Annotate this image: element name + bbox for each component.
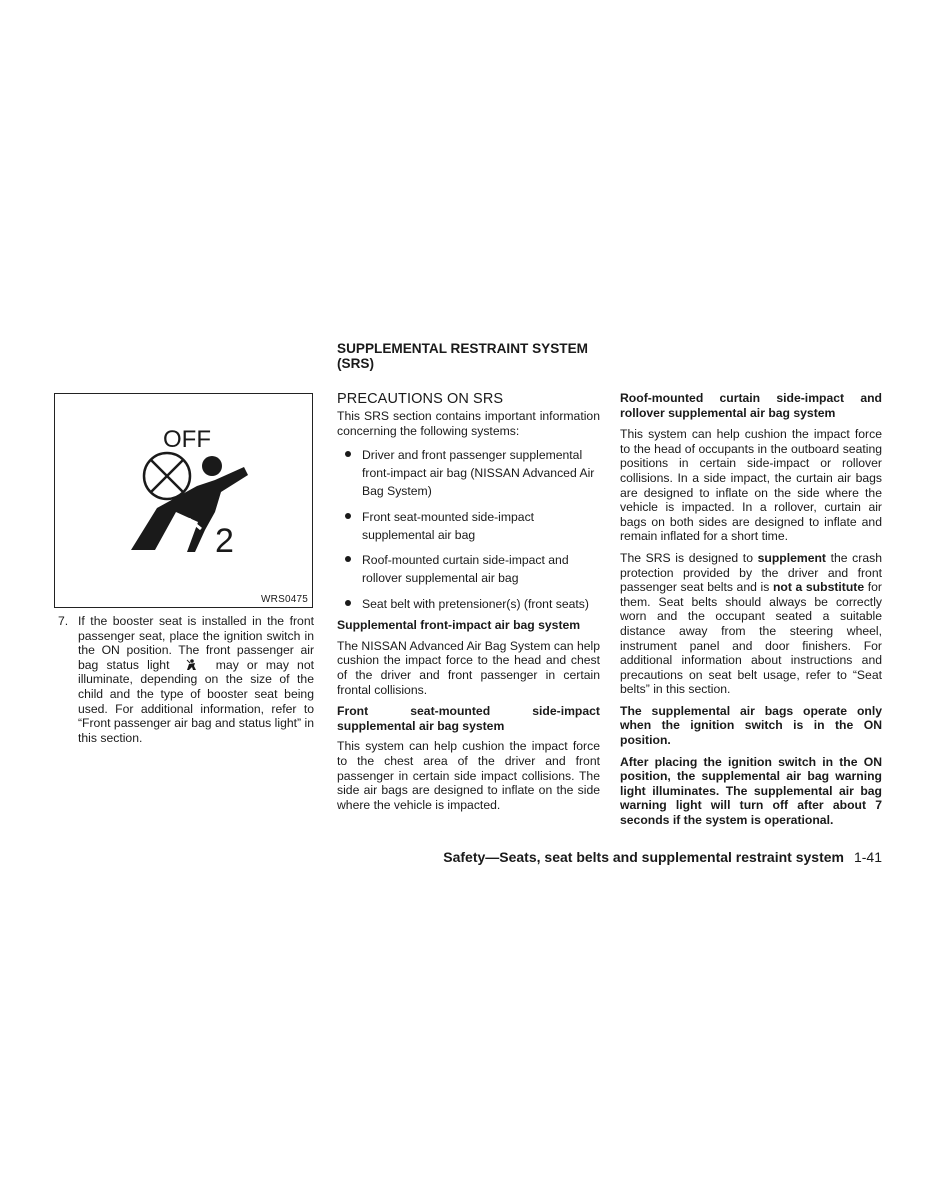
figure-airbag-off — [54, 393, 313, 608]
page-number: 1-41 — [853, 849, 882, 865]
off-label: OFF — [163, 426, 211, 453]
warning-ignition: The supplemental air bags operate only when the ignition switch is in the ON position. — [620, 703, 882, 748]
step-text-part1: If the booster seat is installed in the front passenger seat, place the ignition switch in the ON position. The front passenger air bag status light — [78, 614, 314, 672]
seat-number-label: 2 — [215, 522, 234, 560]
passenger-airbag-off-icon — [55, 394, 312, 607]
footer-section: Safety—Seats, seat belts and supplemental restraint system — [443, 849, 844, 865]
side-impact-text: This system can help cushion the impact force to the chest area of the driver and front passenger in certain side impact collisions. The side air bags are designed to inflate on the side where the vehicle is impacted. — [337, 739, 600, 812]
step-text — [78, 614, 314, 745]
curtain-text: This system can help cushion the impact force to the head of occupants in the outboard seating positions in certain side-impact or rollover collisions. In a side impact, the curtain air bags are designed to inflate on the side where the vehicle is impacted. In a rollover, curtain air bags on both sides are designed to inflate and remain inflated for a short time. — [620, 427, 882, 544]
step-text-part2: may or may not illuminate, depending on the size of the child and the type of booster seat being used. For additional information, refer to “Front passenger air bag and status light” in this section. — [78, 657, 314, 745]
passenger-airbag-status-icon — [186, 659, 198, 671]
curtain-heading: Roof-mounted curtain side-impact and rollover supplemental air bag system — [620, 391, 882, 420]
figure-code: WRS0475 — [261, 594, 308, 605]
intro-paragraph: This SRS section contains important information concerning the following systems: — [337, 409, 600, 438]
list-item: Seat belt with pretensioner(s) (front seats) — [337, 595, 600, 613]
precautions-heading: PRECAUTIONS ON SRS — [337, 391, 504, 407]
front-impact-heading: Supplemental front-impact air bag system — [337, 618, 581, 633]
front-impact-text: The NISSAN Advanced Air Bag System can help cushion the impact force to the head and chest of the driver and front passenger in certain frontal collisions. — [337, 638, 600, 697]
bullet-icon — [345, 600, 351, 606]
warning-light: After placing the ignition switch in the ON position, the supplemental air bag warning light illuminates. The supplemental air bag warning light will turn off after about 7 seconds if the system is operational. — [620, 754, 882, 828]
step-number: 7. — [58, 614, 69, 628]
page-footer — [420, 849, 882, 865]
section-title: SUPPLEMENTAL RESTRAINT SYSTEM (SRS) — [337, 341, 588, 371]
side-impact-heading: Front seat-mounted side-impact supplemental air bag system — [337, 704, 600, 733]
bullet-icon — [345, 556, 351, 562]
list-item: Driver and front passenger supplemental front-impact air bag (NISSAN Advanced Air Bag System) — [337, 446, 600, 500]
middle-column — [337, 409, 600, 812]
bullet-icon — [345, 451, 351, 457]
list-item: Front seat-mounted side-impact supplemental air bag — [337, 508, 600, 544]
srs-paragraph: The SRS is designed to supplement the crash protection provided by the driver and front passenger seat belts and is not a substitute for them. Seat belts should always be correctly worn and the occupant seated a suitable distance away from the steering wheel, instrument panel and door finishers. For additional information about instructions and precautions on seat belt usage, refer to “Seat belts” in this section. — [620, 550, 882, 697]
list-item: Roof-mounted curtain side-impact and rollover supplemental air bag — [337, 551, 600, 587]
systems-list — [337, 446, 600, 613]
right-column — [620, 391, 882, 828]
step-7 — [58, 614, 314, 745]
bullet-icon — [345, 513, 351, 519]
